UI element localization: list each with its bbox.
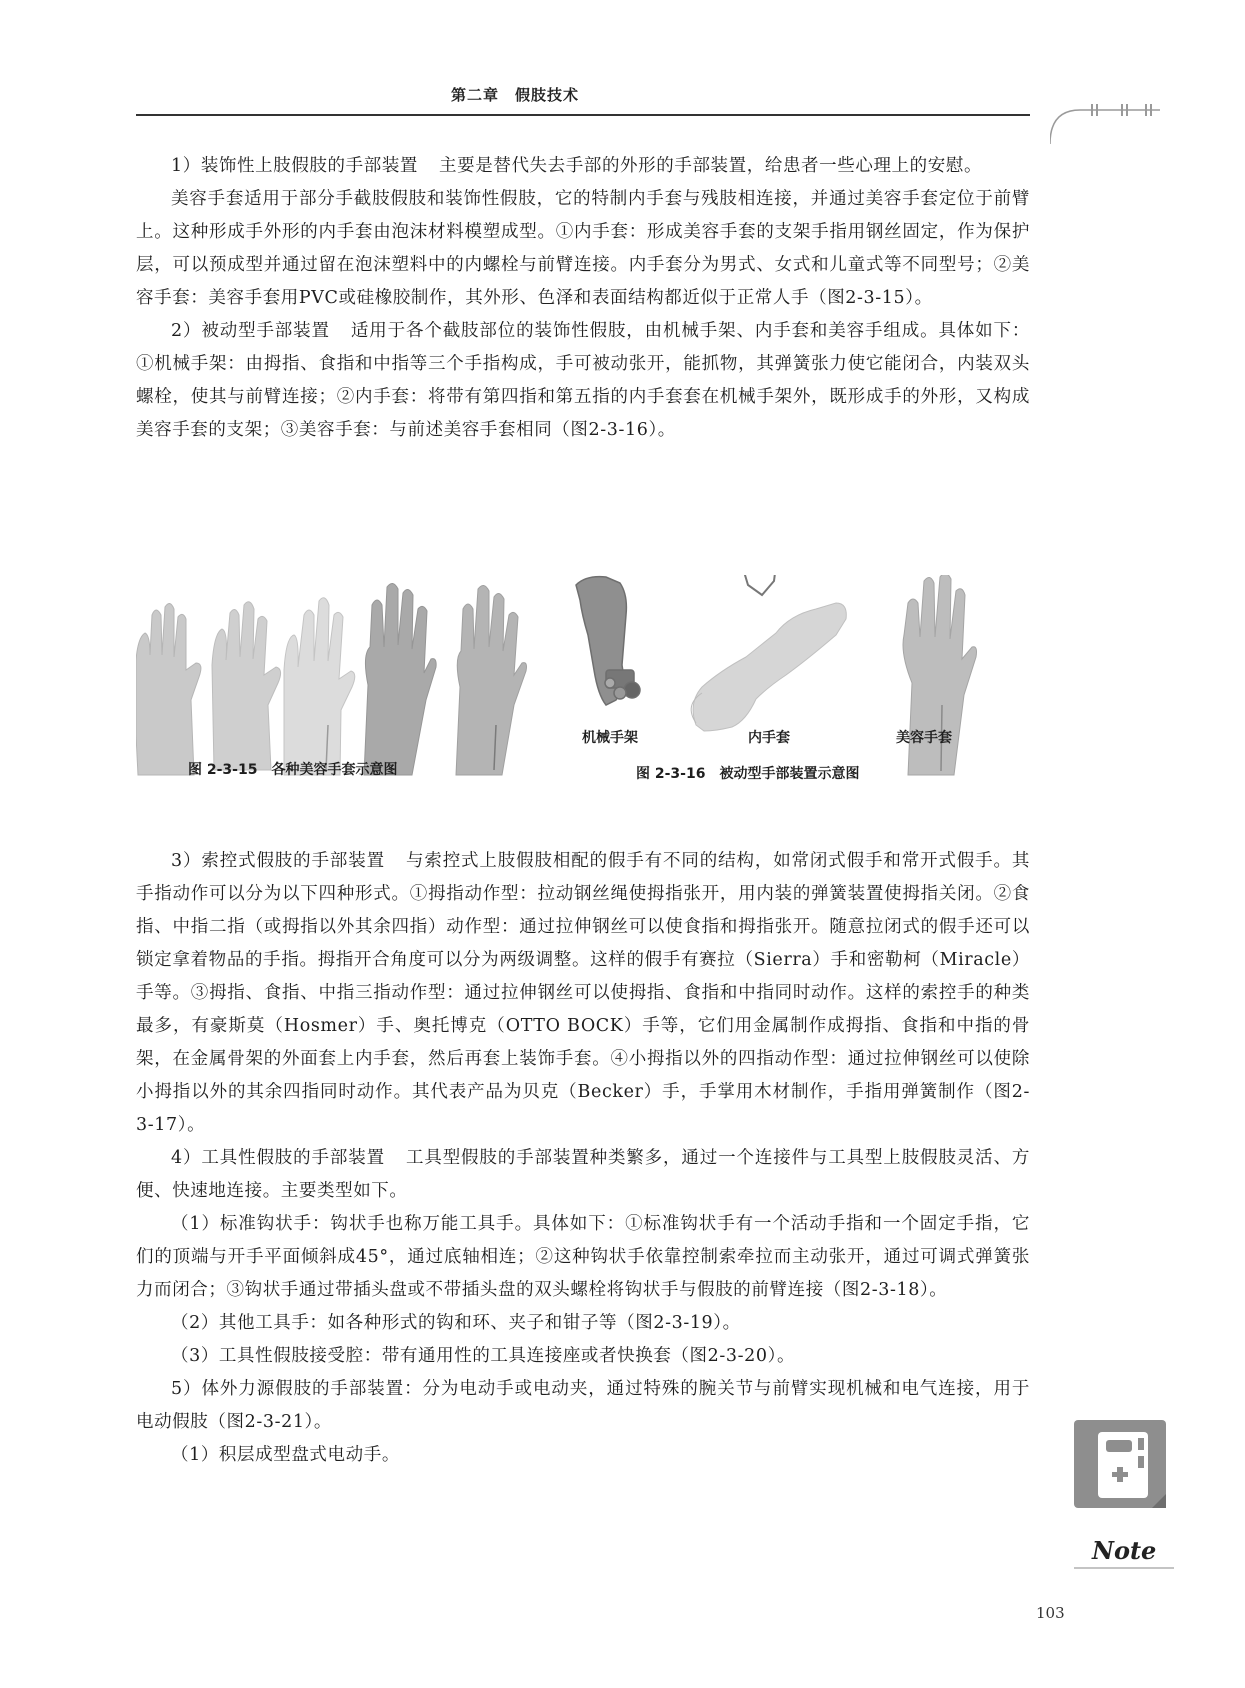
- chapter-header: 第二章 假肢技术: [450, 86, 579, 104]
- bottom-text-block: [136, 845, 1030, 1472]
- paragraph: [136, 1142, 1030, 1208]
- paragraph: [136, 845, 1030, 1142]
- paragraph: [136, 1439, 1030, 1472]
- cosmetic-glove-3: [284, 598, 355, 775]
- paragraph: [136, 150, 1030, 183]
- paragraph-text: 与索控式上肢假肢相配的假手有不同的结构，如常闭式假手和常开式假手。其手指动作可以分为以下四种形式。①拇指动作型：拉动钢丝绳使拇指张开，用内装的弹簧装置使拇指关闭。②食指、中指二指（或拇指以外其余四指）动作型：通过拉伸钢丝可以使食指和拇指张开。随意拉闭式的假手还可以锁定拿着物品的手指。拇指开合角度可以分为两级调整。这样的假手有赛拉（Sierra）手和密勒柯（Miracle）手等。③拇指、食指、中指三指动作型：通过拉伸钢丝可以使拇指、食指和中指同时动作。这样的索控手的种类最多，有豪斯莫（Hosmer）手、奥托博克（OTTO BOCK）手等，它们用金属制作成拇指、食指和中指的骨架，在金属骨架的外面套上内手套，然后再套上装饰手套。④小拇指以外的四指动作型：通过拉伸钢丝可以使除小拇指以外的其余四指同时动作。其代表产品为贝克（Becker）手，手掌用木材制作，手指用弹簧制作（图2-3-17）。: [136, 851, 1030, 1135]
- paragraph: [136, 1307, 1030, 1340]
- mechanical-hand-frame: [576, 577, 640, 705]
- paragraph-text: 美容手套适用于部分手截肢假肢和装饰性假肢，它的特制内手套与残肢相连接，并通过美容手套定位于前臂上。这种形成手外形的内手套由泡沫材料模塑成型。①内手套：形成美容手套的支架手指用钢丝固定，作为保护层，可以预成型并通过留在泡沫塑料中的内螺栓与前臂连接。内手套分为男式、女式和儿童式等不同型号；②美容手套：美容手套用PVC或硅橡胶制作，其外形、色泽和表面结构都近似于正常人手（图2-3-15）。: [136, 189, 1030, 308]
- paragraph-text: （2）其他工具手：如各种形式的钩和环、夹子和钳子等（图2-3-19）。: [171, 1313, 741, 1333]
- figure-area: [136, 575, 1030, 845]
- note-icon: [1072, 1416, 1168, 1536]
- figure-caption-2-3-16: 图 2-3-16 被动型手部装置示意图: [636, 766, 860, 782]
- paragraph-text: （3）工具性假肢接受腔：带有通用性的工具连接座或者快换套（图2-3-20）。: [171, 1346, 796, 1366]
- paragraph: [136, 183, 1030, 315]
- hook-component: [732, 575, 776, 595]
- figure-caption-2-3-15: 图 2-3-15 各种美容手套示意图: [188, 762, 398, 778]
- part-label-frame: 机械手架: [582, 730, 638, 746]
- cosmetic-glove-5: [456, 585, 527, 775]
- paragraph-text: 工具型假肢的手部装置种类繁多，通过一个连接件与工具型上肢假肢灵活、方便、快速地连接。主要类型如下。: [136, 1148, 1030, 1201]
- part-label-inner-glove: 内手套: [748, 730, 790, 746]
- paragraph-text: （1）标准钩状手：钩状手也称万能工具手。具体如下：①标准钩状手有一个活动手指和一个固定手指，它们的顶端与开手平面倾斜成45°，通过底轴相连；②这种钩状手依靠控制索牵拉而主动张开，通过可调式弹簧张力而闭合；③钩状手通过带插头盘或不带插头盘的双头螺栓将钩状手与假肢的前臂连接（图2-3-18）。: [136, 1214, 1030, 1300]
- top-text-block: [136, 150, 1030, 447]
- paragraph-lead: 4）工具性假肢的手部装置: [171, 1148, 385, 1168]
- inner-glove: [691, 603, 846, 731]
- note-underline: [1074, 1566, 1174, 1570]
- cosmetic-glove-4: [364, 583, 436, 775]
- margin-decoration: [1050, 104, 1160, 144]
- figure-illustrations: [136, 575, 1030, 845]
- cosmetic-glove-2: [212, 602, 281, 770]
- paragraph-text: （1）积层成型盘式电动手。: [171, 1445, 400, 1465]
- part-label-cosmetic-glove: 美容手套: [896, 730, 952, 746]
- note-label: Note: [1092, 1536, 1157, 1565]
- header-rule: [136, 114, 1030, 116]
- paragraph: [136, 1340, 1030, 1373]
- paragraph-lead: 3）索控式假肢的手部装置: [171, 851, 385, 871]
- paragraph-lead: 1）装饰性上肢假肢的手部装置: [171, 156, 419, 176]
- paragraph: [136, 1208, 1030, 1307]
- cosmetic-glove-1: [136, 603, 201, 775]
- paragraph: [136, 1373, 1030, 1439]
- paragraph-lead: 2）被动型手部装置: [171, 321, 330, 341]
- paragraph-text: 适用于各个截肢部位的装饰性假肢，由机械手架、内手套和美容手组成。具体如下：①机械手架：由拇指、食指和中指等三个手指构成，手可被动张开，能抓物，其弹簧张力使它能闭合，内装双头螺栓，使其与前臂连接；②内手套：将带有第四指和第五指的内手套套在机械手架外，既形成手的外形，又构成美容手套的支架；③美容手套：与前述美容手套相同（图2-3-16）。: [136, 321, 1030, 440]
- paragraph-text: 5）体外力源假肢的手部装置：分为电动手或电动夹，通过特殊的腕关节与前臂实现机械和电气连接，用于电动假肢（图2-3-21）。: [136, 1379, 1030, 1432]
- paragraph-text: 主要是替代失去手部的外形的手部装置，给患者一些心理上的安慰。: [439, 156, 983, 176]
- page-number: 103: [1036, 1604, 1065, 1622]
- paragraph: [136, 315, 1030, 447]
